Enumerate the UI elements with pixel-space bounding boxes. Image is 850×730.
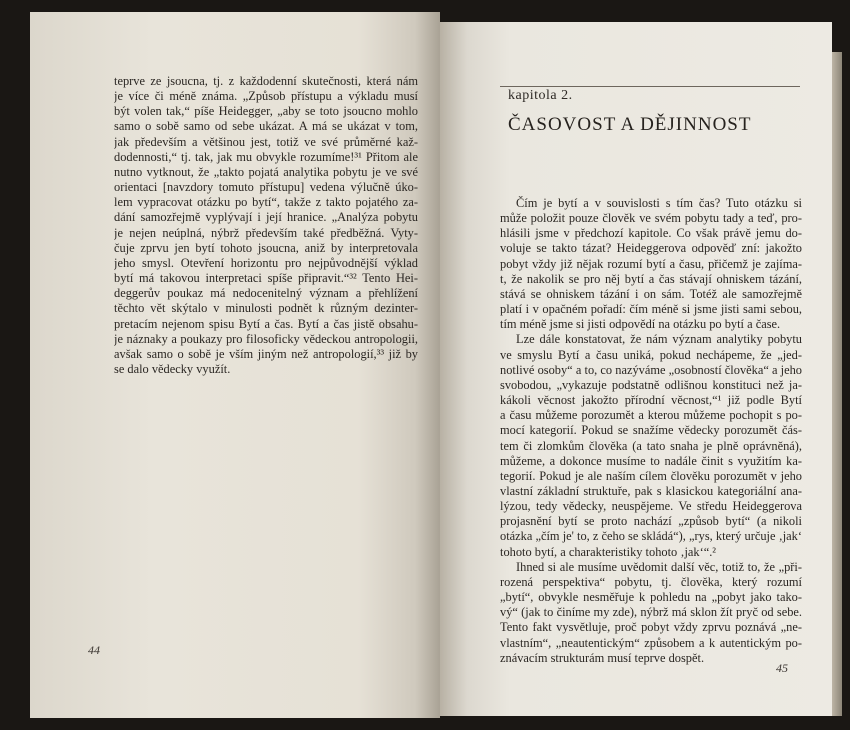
text-line: nutno vytknout, že „takto pojatá analytika pobytu je ve své (114, 164, 418, 179)
text-line: stává se ohniskem tázání i on sám. Totéž ale samozřejmě (500, 286, 802, 301)
text-line: teprve ze jsoucna, tj. z každodenní skutečnosti, která nám (114, 74, 418, 88)
text-line: vý“ (jak to činíme my zde), nýbrž má sklon žít pryč od sebe. (500, 605, 802, 620)
text-line: t, že nakolik se pro něj bytí a čas stávají ohniskem tázání, (500, 271, 802, 286)
text-line: a času můžeme porozumět a kterou můžeme pochopit s po- (500, 408, 802, 423)
text-line: voluje se takto tázat? Heideggerova odpověď zní: jakožto (500, 241, 802, 256)
text-line: být volen tak,“ píše Heidegger, „aby se toto jsoucno mohlo (114, 104, 418, 119)
chapter-label: kapitola 2. (508, 88, 573, 103)
text-line: Lze dále konstatovat, že nám význam analytiky pobytu (516, 332, 802, 347)
text-line: tohoto bytí, a charakteristiky tohoto ‚jak‘“.² (500, 544, 717, 559)
text-line: otázka „čím je' to, z čeho se skládá“), „rys, který určuje ‚jak‘ (500, 529, 802, 544)
text-line: znávacím strukturám musí teprve dospět. (500, 650, 705, 665)
text-line: mocí kategorií. Pokud se snažíme vědecky porozumět čás- (500, 423, 802, 438)
text-line: lýzou, tedy vědecky, neuspějeme. Ve středu Heideggerova (500, 499, 802, 514)
text-line: tem či zlomkům člověka (a tato snaha je plně oprávněná), (500, 438, 802, 453)
text-line: je více či méně známa. „Způsob přístupu a výkladu musí (114, 89, 418, 104)
text-line: dodennosti,“ tj. tak, jak mu obvykle rozumíme!³¹ Přitom ale (114, 149, 418, 164)
right-page (440, 22, 832, 716)
left-page-number: 44 (88, 643, 100, 657)
text-line: dání samozřejmě vyplývají i její hranice. „Analýza pobytu (114, 210, 418, 225)
chapter-rule (500, 86, 800, 87)
text-line: projasnění bytí se proto nachází „způsob bytí“ (a nikoli (500, 514, 802, 529)
text-line: Ihned si ale musíme uvědomit další věc, totiž to, že „při- (516, 559, 802, 574)
text-line: vlastní základní struktuře, pak s klasickou kategoriální ana- (500, 483, 802, 498)
text-line: Tento fakt vysvětluje, proč pobyt vždy zprvu poznává „ne- (500, 620, 802, 635)
text-line: platí i v opačném pořadí: čím méně si jsme jisti sami sebou, (500, 302, 802, 317)
text-line: bytí má takovou interpretaci spíše připravit.“³² Tento Hei- (114, 271, 418, 286)
text-line: můžeme, a dokonce musíme to nadále činit s využitím ka- (500, 453, 802, 468)
text-line: avšak samo o sobě je vším jiným než antropologií,³³ již by (114, 346, 418, 361)
text-line: pobyt vždy již nějak rozumí bytí a času, přičemž je zajíma- (500, 256, 802, 271)
text-line: jak především a většinou jest, totiž ve své průměrné kaž- (114, 134, 418, 149)
text-line: orientaci [navzdory tomuto přístupu] vedena výlučně úko- (114, 180, 418, 195)
text-line: „bytí“, obvykle nesměřuje k pohledu na „pobyt jako tako- (500, 590, 802, 605)
text-line: samo o sobě samo od sebe ukázat. A má se ukázat v tom, (114, 119, 418, 134)
text-line: svobodou, „vykazuje podstatně odlišnou konstituci než ja- (500, 377, 802, 392)
text-line: lem vypracovat otázku po bytí“, takže z takto pojatého za- (114, 195, 418, 210)
right-page-body-text (500, 196, 802, 666)
left-page (30, 12, 440, 718)
text-line: se dalo vědecky využít. (114, 361, 231, 376)
text-line: tím méně jsme si jisti odpovědí na otázku po bytí a čase. (500, 317, 781, 332)
right-page-number: 45 (776, 661, 788, 675)
text-line: tegorií. Pokud je ale naším cílem člověku porozumět v jeho (500, 468, 802, 483)
text-line: ve smyslu Bytí a času uniká, pokud nechápeme, že „jed- (500, 347, 802, 362)
text-line: čuje zprvu jen bytí tohoto jsoucna, aniž by interpretovala (114, 240, 418, 255)
text-line: je náznaky a poukazy pro filosoficky vědeckou antropologii, (114, 331, 418, 346)
text-line: deggerův poukaz má nedocenitelný význam a přehlížení (114, 286, 418, 301)
text-line: může položit pouze člověk ve svém pobytu tady a teď, pro- (500, 211, 802, 226)
text-line: kákoli věcnost jakožto přírodní věcnost,“¹ již podle Bytí (500, 393, 802, 408)
text-line: notlivé osoby“ a to, co nazýváme „osobností člověka“ a jeho (500, 362, 802, 377)
chapter-title: ČASOVOST A DĚJINNOST (508, 114, 752, 135)
text-line: hlásili jsme v předchozí kapitole. Co však právě jemu do- (500, 226, 802, 241)
left-page-body-text (114, 74, 418, 377)
text-line: Čím je bytí a v souvislosti s tím čas? Tuto otázku si (516, 196, 802, 210)
text-line: jeho smysl. Otevření horizontu pro nejpůvodnější výklad (114, 255, 418, 270)
text-line: je nejen neúplná, nýbrž především také předběžná. Vyty- (114, 225, 418, 240)
text-line: pretacím nejenom spisu Bytí a čas. Bytí a čas jistě obsahu- (114, 316, 418, 331)
text-line: těchto vět skýtalo v minulosti podnět k různým dezinter- (114, 301, 418, 316)
text-line: vlastním“, „neautentickým“ způsobem a k autentickým po- (500, 635, 802, 650)
text-line: rozená perspektiva“ pobytu, tj. člověka, který rozumí (500, 574, 802, 589)
